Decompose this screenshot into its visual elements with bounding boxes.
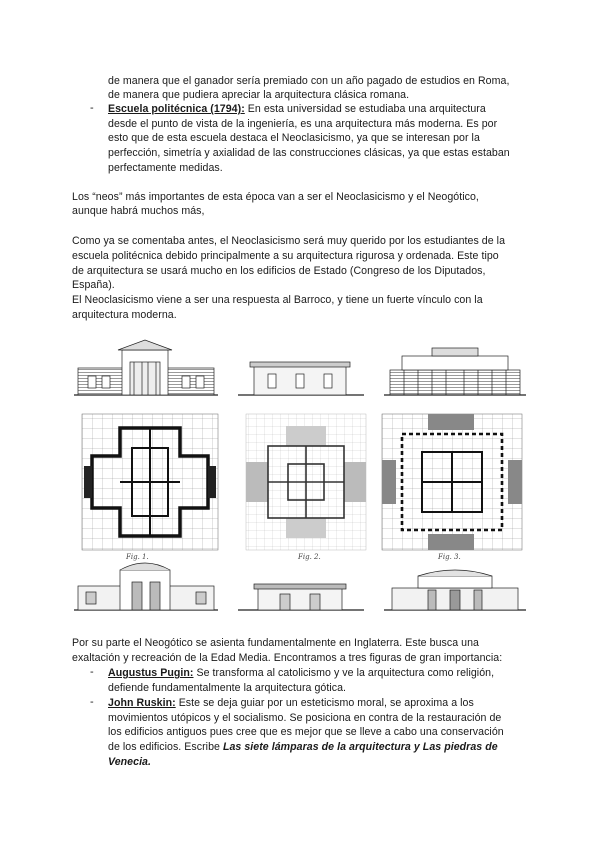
- bullet-dash: -: [90, 696, 94, 708]
- term-escuela-politecnica: Escuela politécnica (1794):: [108, 103, 245, 115]
- item-line: esto que de esta escuela destaca el Neoclasicismo, ya que se interesan por la: [108, 132, 480, 144]
- paragraph-neos-line-1: Los “neos” más importantes de esta época van a ser el Neoclasicismo y el Neogótico,: [72, 191, 479, 203]
- term-john-ruskin: John Ruskin:: [108, 697, 176, 709]
- item-line: [108, 740, 498, 755]
- paragraph-neogotico-line-2: exaltación y recreación de la Edad Media. Encontramos a tres figuras de gran importancia:: [72, 652, 503, 664]
- plan-1: [82, 414, 218, 550]
- paragraph-neoclasicismo-line: El Neoclasicismo viene a ser una respuesta al Barroco, y tiene un fuerte vínculo con la: [72, 294, 483, 306]
- list-item-ruskin: [108, 696, 474, 711]
- book-titles: Las siete lámparas de la arquitectura y Las piedras de: [222, 741, 498, 753]
- elevation-2: [238, 362, 364, 395]
- item-text: de los edificios. Escribe: [108, 741, 223, 753]
- paragraph-neoclasicismo-line: arquitectura moderna.: [72, 309, 177, 321]
- book-title-venecia: Venecia.: [108, 756, 151, 768]
- bullet-dash: -: [90, 666, 94, 678]
- item-text: Este se deja guiar por un esteticismo moral, se aproxima a los: [175, 697, 474, 709]
- section-2: [238, 584, 364, 610]
- caption-fig-1: Fig. 1.: [126, 553, 149, 561]
- paragraph-neoclasicismo-line: escuela politécnica debido principalmente a su arquitectura rigurosa y ordenada. Este tipo: [72, 250, 499, 262]
- paragraph-neogotico-line-1: Por su parte el Neogótico se asienta fundamentalmente en Inglaterra. Este busca una: [72, 637, 479, 649]
- list-continuation-line-2: de manera que pudiera apreciar la arquitectura clásica romana.: [108, 89, 410, 101]
- list-continuation-line-1: de manera que el ganador sería premiado con un año pagado de estudios en Roma,: [108, 75, 510, 87]
- section-1: [74, 563, 218, 610]
- item-text: Se transforma al catolicismo y ve la arquitectura como religión,: [193, 667, 495, 679]
- plan-2: [246, 414, 366, 550]
- item-line: perfectamente medidas.: [108, 162, 223, 174]
- elevation-1: [74, 340, 218, 395]
- item-line: desde el punto de vista de la ingeniería, es una arquitectura más moderna. Es por: [108, 118, 498, 130]
- paragraph-neoclasicismo-line: Como ya se comentaba antes, el Neoclasicismo será muy querido por los estudiantes de la: [72, 235, 506, 247]
- paragraph-neoclasicismo-line: España).: [72, 279, 115, 291]
- list-item-pugin: [108, 666, 494, 681]
- list-item-escuela-politecnica: [108, 102, 486, 117]
- item-line: perfección, simetría y axialidad de las construcciones clásicas, ya que estas estaban: [108, 147, 510, 159]
- bullet-dash: -: [90, 102, 94, 114]
- caption-fig-2: Fig. 2.: [298, 553, 321, 561]
- architecture-plates-figure: [72, 338, 528, 614]
- paragraph-neoclasicismo-line: de arquitectura se usará mucho en los edificios de Estado (Congreso de los Diputados,: [72, 265, 486, 277]
- item-line: defiende fundamentalmente la arquitectura gótica.: [108, 682, 347, 694]
- term-augustus-pugin: Augustus Pugin:: [108, 667, 194, 679]
- plan-3: [382, 414, 522, 550]
- item-line: los edificios antiguos pues cree que es mejor que se lleve a cabo una conservación: [108, 726, 504, 738]
- item-text: En esta universidad se estudiaba una arquitectura: [244, 103, 486, 115]
- caption-fig-3: Fig. 3.: [438, 553, 461, 561]
- paragraph-neos-line-2: aunque habrá muchos más,: [72, 205, 205, 217]
- section-3: [384, 570, 526, 610]
- elevation-3: [384, 348, 526, 395]
- item-line: movimientos utópicos y el socialismo. Se posiciona en contra de la restauración de: [108, 712, 502, 724]
